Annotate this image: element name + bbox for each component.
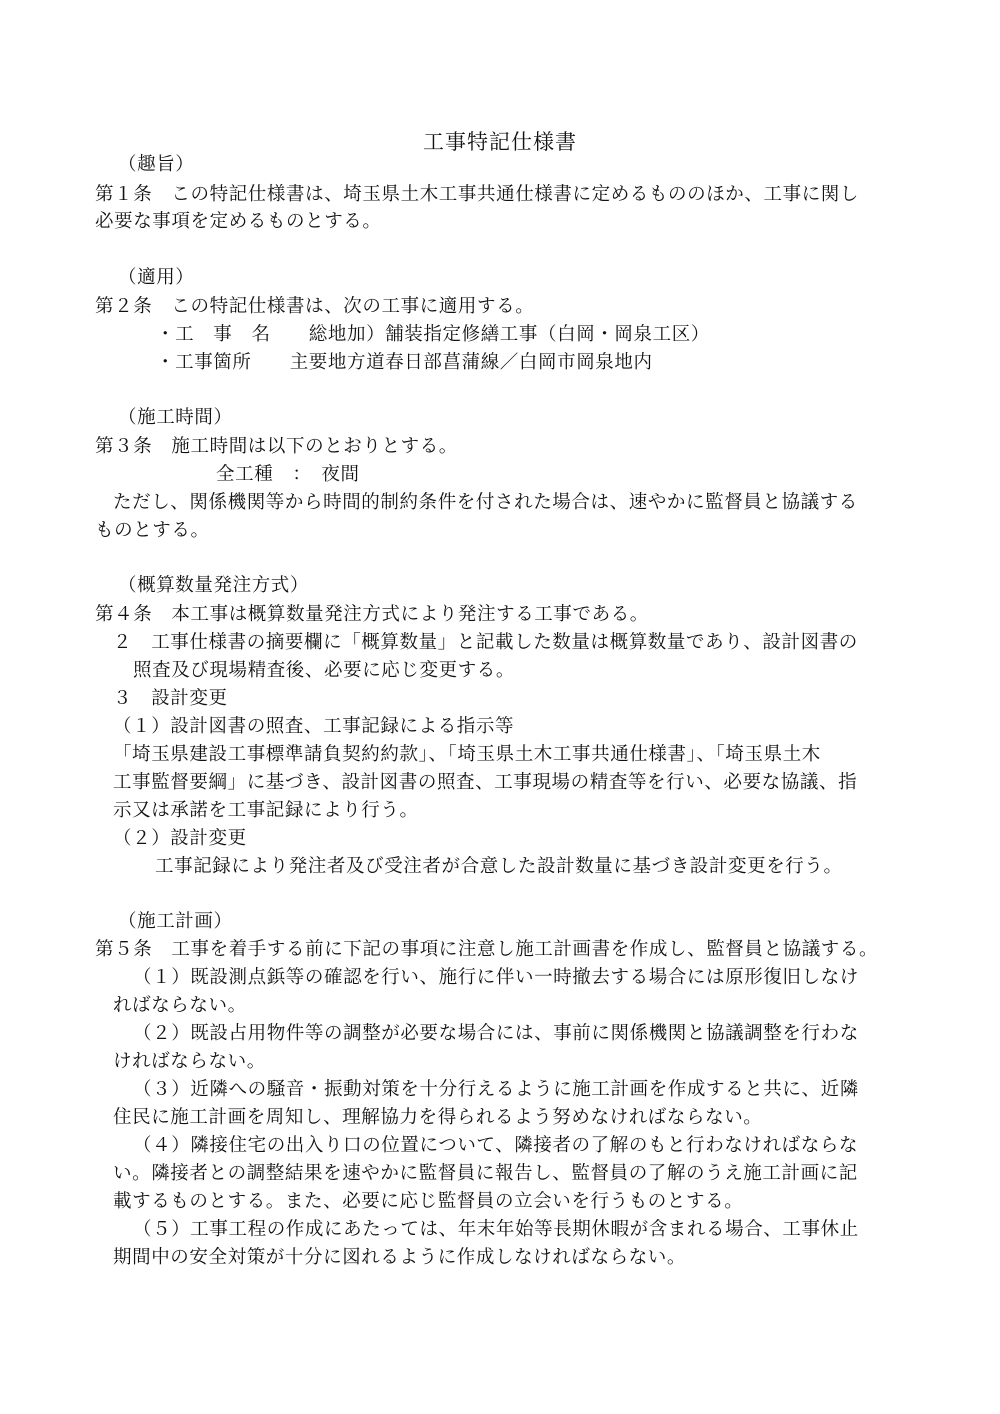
plan-item-2-line-2: ければならない。 xyxy=(113,1051,266,1072)
heading-application: （適用） xyxy=(118,267,195,288)
plan-item-1-line-2: ればならない。 xyxy=(113,995,247,1016)
article-4-item-3: ３ 設計変更 xyxy=(113,688,228,709)
article-4-item-2-line-2: 照査及び現場精査後、必要に応じ変更する。 xyxy=(133,660,516,681)
design-change-line: 工事記録により発注者及び受注者が合意した設計数量に基づき設計変更を行う。 xyxy=(155,856,843,877)
project-location: ・工事箇所 主要地方道春日部菖蒲線／白岡市岡泉地内 xyxy=(156,352,653,373)
heading-approx-quantity: （概算数量発注方式） xyxy=(118,575,310,596)
heading-purpose: （趣旨） xyxy=(118,154,195,175)
plan-item-4-line-1: （４）隣接住宅の出入り口の位置について、隣接者の了解のもと行わなければならな xyxy=(133,1135,859,1156)
plan-item-4-line-3: 載するものとする。また、必要に応じ監督員の立会いを行うものとする。 xyxy=(113,1191,744,1212)
article-3-line-4: ものとする。 xyxy=(95,520,210,541)
article-3-line-3: ただし、関係機関等から時間的制約条件を付された場合は、速やかに監督員と協議する xyxy=(113,492,858,513)
plan-item-4-line-2: い。隣接者との調整結果を速やかに監督員に報告し、監督員の了解のうえ施工計画に記 xyxy=(113,1163,858,1184)
plan-item-5-line-2: 期間中の安全対策が十分に図れるように作成しなければならない。 xyxy=(113,1247,687,1268)
plan-item-5-line-1: （５）工事工程の作成にあたっては、年末年始等長期休暇が含まれる場合、工事休止 xyxy=(133,1219,859,1240)
article-2-line-1: 第２条 この特記仕様書は、次の工事に適用する。 xyxy=(95,296,535,317)
document-title: 工事特記仕様書 xyxy=(423,130,577,154)
article-1-line-1: 第１条 この特記仕様書は、埼玉県土木工事共通仕様書に定めるもののほか、工事に関し xyxy=(95,184,860,205)
plan-item-2-line-1: （２）既設占用物件等の調整が必要な場合には、事前に関係機関と協議調整を行わな xyxy=(133,1023,859,1044)
design-check-line-1: 「埼玉県建設工事標準請負契約約款」、「埼玉県土木工事共通仕様書」、「埼玉県土木 xyxy=(113,744,821,765)
article-5-line-1: 第５条 工事を着手する前に下記の事項に注意し施工計画書を作成し、監督員と協議する。 xyxy=(95,939,879,960)
design-check-heading: （１）設計図書の照査、工事記録による指示等 xyxy=(113,716,515,737)
design-change-heading: （２）設計変更 xyxy=(113,828,247,849)
design-check-line-3: 示又は承諾を工事記録により行う。 xyxy=(113,800,419,821)
article-1-line-2: 必要な事項を定めるものとする。 xyxy=(95,211,382,232)
article-4-item-2-line-1: ２ 工事仕様書の摘要欄に「概算数量」と記載した数量は概算数量であり、設計図書の xyxy=(113,632,858,653)
article-4-line-1: 第４条 本工事は概算数量発注方式により発注する工事である。 xyxy=(95,604,649,625)
plan-item-1-line-1: （１）既設測点鋲等の確認を行い、施行に伴い一時撤去する場合には原形復旧しなけ xyxy=(133,967,859,988)
project-name: ・工 事 名 総地加）舗装指定修繕工事（白岡・岡泉工区） xyxy=(156,324,710,345)
heading-work-hours: （施工時間） xyxy=(118,407,233,428)
work-hours-value: 全工種 ： 夜間 xyxy=(216,464,360,485)
article-3-line-1: 第３条 施工時間は以下のとおりとする。 xyxy=(95,436,458,457)
heading-construction-plan: （施工計画） xyxy=(118,911,233,932)
design-check-line-2: 工事監督要綱」に基づき、設計図書の照査、工事現場の精査等を行い、必要な協議、指 xyxy=(113,772,858,793)
plan-item-3-line-1: （３）近隣への騒音・振動対策を十分行えるように施工計画を作成すると共に、近隣 xyxy=(133,1079,859,1100)
plan-item-3-line-2: 住民に施工計画を周知し、理解協力を得られるよう努めなければならない。 xyxy=(113,1107,763,1128)
